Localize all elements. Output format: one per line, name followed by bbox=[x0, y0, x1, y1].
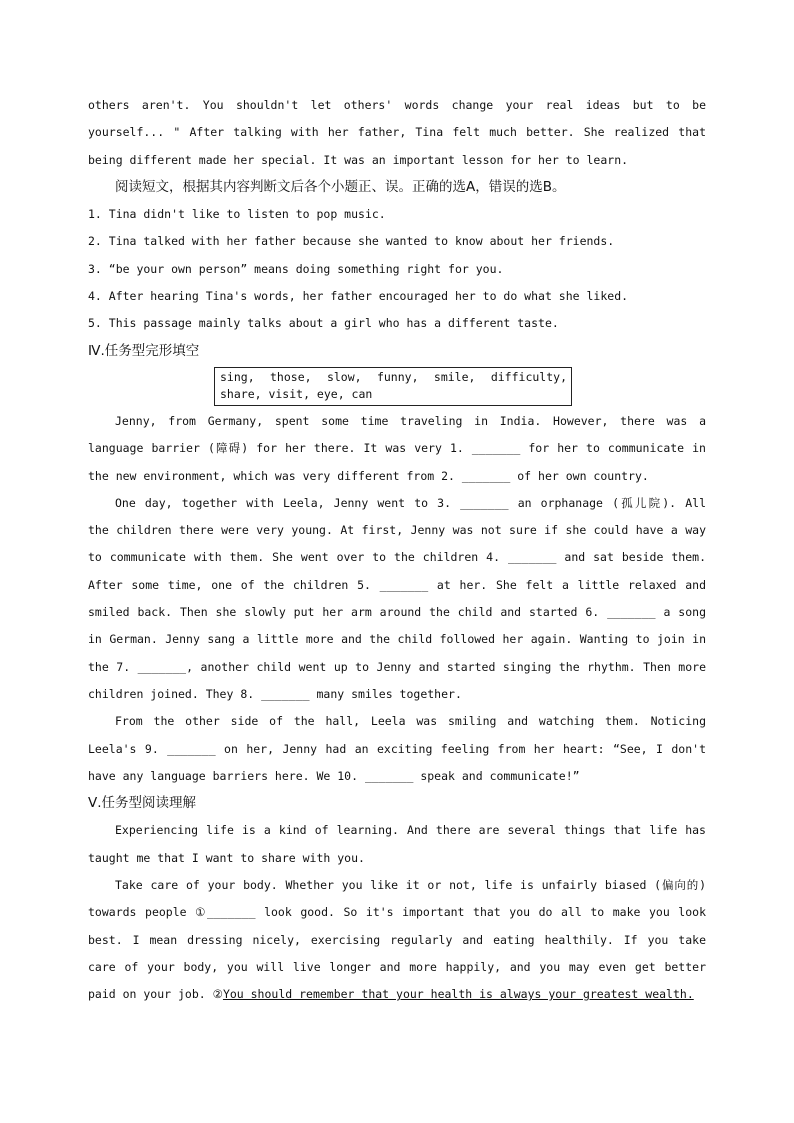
cloze-line: One day, together with Leela, Jenny went to 3. _______ an orphanage (孤儿院). All bbox=[115, 495, 706, 510]
reading-line: Take care of your body. Whether you like it or not, life is unfairly biased (偏向的) bbox=[115, 878, 706, 893]
cloze-line: After some time, one of the children 5. _______ at her. She felt a little relaxed and bbox=[88, 577, 706, 592]
true-false-section bbox=[88, 174, 706, 338]
cloze-line: language barrier (障碍) for her there. It was very 1. _______ for her to communicate in bbox=[88, 441, 706, 456]
reading-line-prefix: paid on your job. ② bbox=[88, 987, 223, 1002]
cloze-line: Jenny, from Germany, spent some time traveling in India. However, there was a bbox=[115, 413, 706, 428]
reading-line-last bbox=[88, 981, 706, 1008]
cloze-line: From the other side of the hall, Leela was smiling and watching them. Noticing bbox=[115, 714, 706, 729]
reading-line: taught me that I want to share with you. bbox=[88, 850, 365, 865]
passage-line: yourself... " After talking with her father, Tina felt much better. She realized that bbox=[88, 125, 706, 140]
word-bank-line: sing, those, slow, funny, smile, difficulty, bbox=[220, 369, 567, 384]
reading-line: Experiencing life is a kind of learning. And there are several things that life has bbox=[115, 823, 706, 838]
passage-ending bbox=[88, 92, 706, 174]
cloze-line: in German. Jenny sang a little more and the child followed her again. Wanting to join in bbox=[88, 632, 706, 647]
section-5 bbox=[88, 790, 706, 1008]
tf-question-1: 1. Tina didn't like to listen to pop music. bbox=[88, 207, 386, 222]
cloze-line: to communicate with them. She went over to the children 4. _______ and sat beside them. bbox=[88, 550, 706, 565]
underlined-sentence: You should remember that your health is always your greatest wealth. bbox=[222, 987, 694, 1002]
tf-question-2: 2. Tina talked with her father because she wanted to know about her friends. bbox=[88, 234, 615, 249]
cloze-line: have any language barriers here. We 10. _______ speak and communicate!” bbox=[88, 768, 580, 783]
reading-line: best. I mean dressing nicely, exercising regularly and eating healthily. If you take bbox=[88, 932, 706, 947]
document-page bbox=[88, 92, 706, 1009]
tf-instruction: 阅读短文，根据其内容判断文后各个小题正、误。正确的选A，错误的选B。 bbox=[115, 178, 566, 195]
section-5-heading: Ⅴ.任务型阅读理解 bbox=[88, 795, 197, 812]
reading-line: towards people ①_______ look good. So it's important that you do all to make you look bbox=[88, 905, 706, 920]
tf-question-3: 3. “be your own person” means doing something right for you. bbox=[88, 261, 504, 276]
section-4 bbox=[88, 338, 706, 790]
tf-question-4: 4. After hearing Tina's words, her father encouraged her to do what she liked. bbox=[88, 289, 629, 304]
cloze-line: the new environment, which was very different from 2. _______ of her own country. bbox=[88, 468, 649, 483]
cloze-line: smiled back. Then she slowly put her arm around the child and started 6. _______ a song bbox=[88, 605, 706, 620]
cloze-line: the children there were very young. At first, Jenny was not sure if she could have a way bbox=[88, 523, 706, 538]
cloze-line: children joined. They 8. _______ many smiles together. bbox=[88, 686, 462, 701]
reading-line: care of your body, you will live longer and more happily, and you may even get better bbox=[88, 959, 706, 974]
cloze-line: Leela's 9. _______ on her, Jenny had an exciting feeling from her heart: “See, I don't bbox=[88, 741, 706, 756]
tf-question-5: 5. This passage mainly talks about a girl who has a different taste. bbox=[88, 316, 559, 331]
section-4-heading: Ⅳ.任务型完形填空 bbox=[88, 342, 200, 359]
passage-line: being different made her special. It was an important lesson for her to learn. bbox=[88, 152, 629, 167]
word-bank-box bbox=[214, 367, 572, 406]
passage-line: others aren't. You shouldn't let others' words change your real ideas but to be bbox=[88, 98, 706, 112]
word-bank-line: share, visit, eye, can bbox=[220, 387, 373, 402]
cloze-line: the 7. _______, another child went up to Jenny and started singing the rhythm. Then more bbox=[88, 659, 706, 674]
